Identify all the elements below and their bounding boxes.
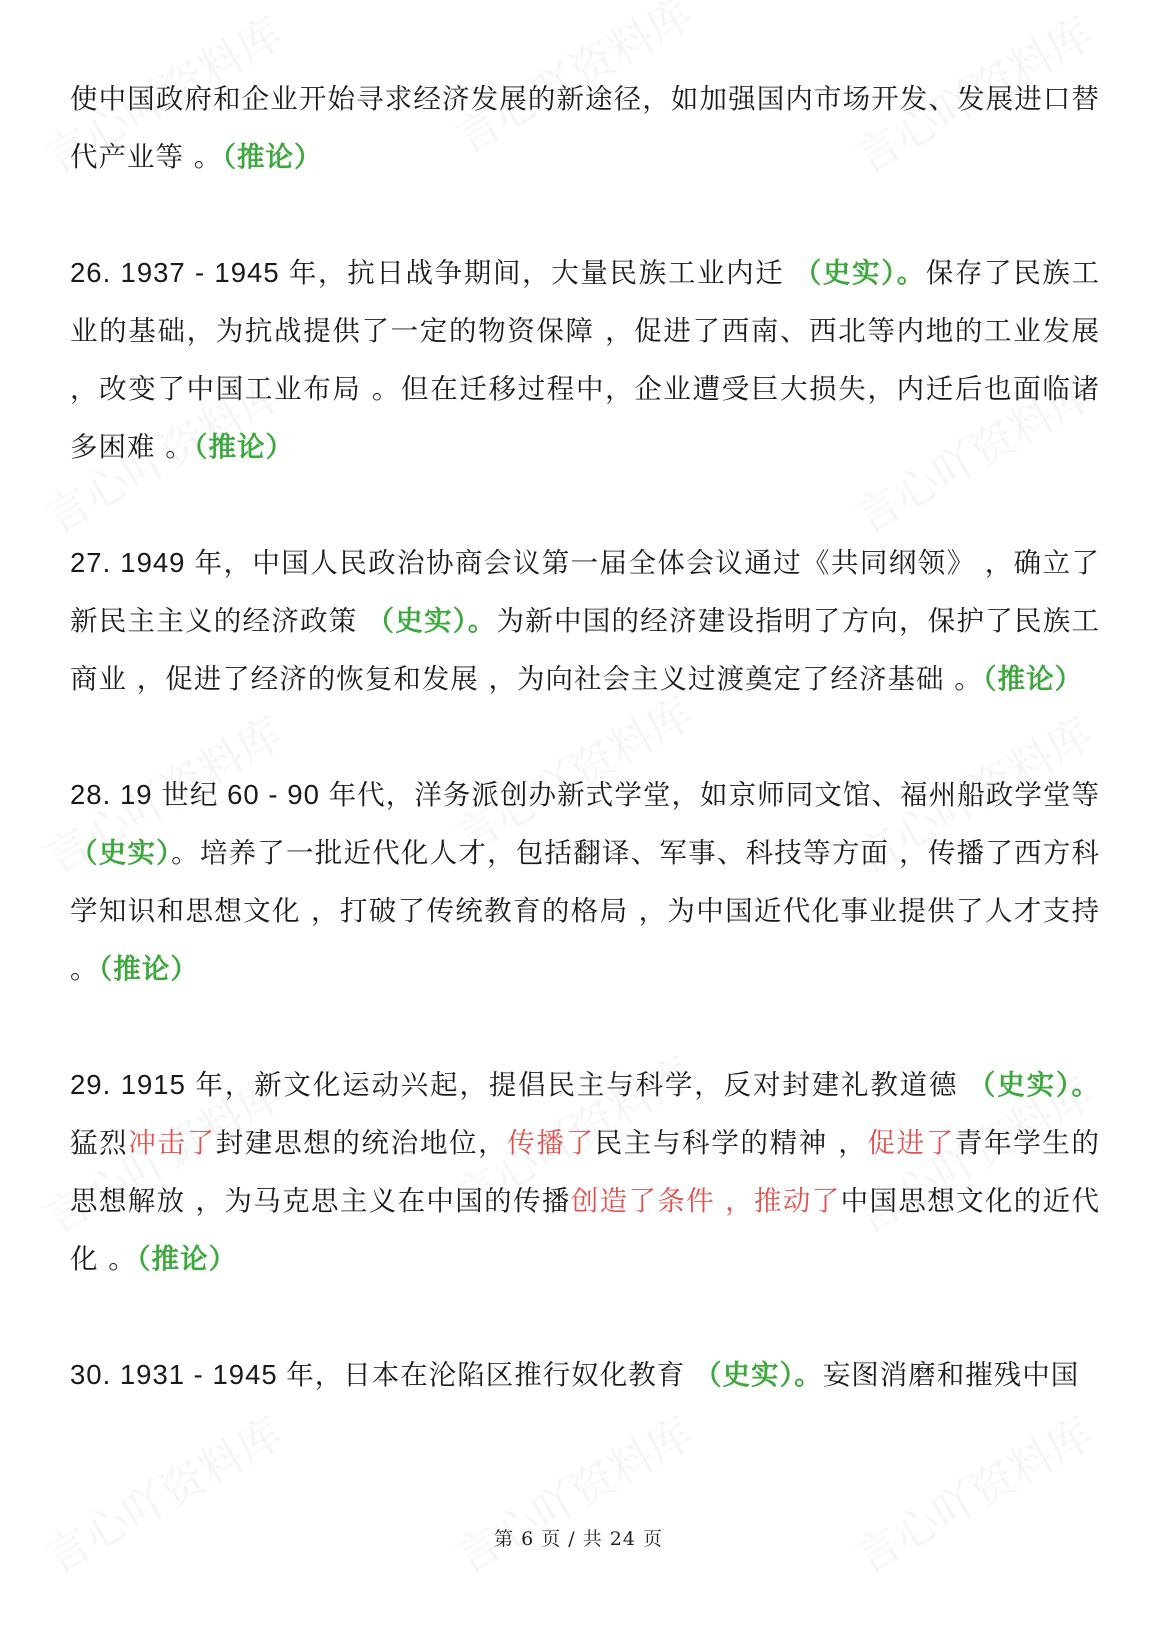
watermark — [32, 1398, 293, 1585]
item-28 — [70, 766, 1100, 998]
highlighted-phrase: 促进了 — [867, 1127, 955, 1159]
watermark — [842, 1398, 1103, 1585]
item-27 — [70, 534, 1100, 708]
fact-tag: （史实） — [70, 837, 172, 869]
highlighted-phrase: 冲击了 — [128, 1127, 216, 1159]
item-body: 。培养了一批近代化人才，包括翻译、军事、科技等方面 ，传播了西方科学知识和思想文化 ，打破了传统教育的格局 ，为中国近代化事业提供了人才支持 。 — [70, 837, 1100, 985]
highlighted-phrase: 传播了 — [507, 1127, 595, 1159]
item-lead: 26. 1937 - 1945 年，抗日战争期间，大量民族工业内迁 — [70, 257, 794, 288]
inference-tag: （推论） — [136, 1243, 237, 1275]
inference-tag: （推论） — [193, 431, 294, 463]
fact-tag: （史实）。 — [793, 257, 926, 289]
item-body: 保存了民族工业的基础，为抗战提供了一定的物资保障 ，促进了西南、西北等内地的工业发展 ，改变了中国工业布局 。但在迁移过程中，企业遭受巨大损失，内迁后也面临诸多困难 。 — [70, 257, 1100, 463]
inference-tag: （推论） — [982, 663, 1083, 695]
item-body-part: 猛烈 — [70, 1127, 129, 1159]
document-body — [70, 70, 1100, 1404]
inference-tag: （推论） — [98, 953, 199, 985]
item-body-part: 民主与科学的精神 ， — [594, 1127, 868, 1159]
item-lead: 27. 1949 年，中国人民政治协商会议第一届全体会议通过《共同纲领》 ，确立了新民主主义的经济政策 — [70, 547, 1100, 636]
watermark — [442, 1398, 703, 1585]
item-body: 妄图消磨和摧残中国 — [822, 1359, 1080, 1391]
item-body-part: 青年学生的思想解放 ，为马克思主义在中国的传播 — [70, 1127, 1101, 1217]
page-footer: 第 6 页 / 共 24 页 — [494, 1528, 663, 1550]
item-29 — [70, 1056, 1100, 1288]
highlighted-phrase: 推动了 — [754, 1185, 841, 1217]
item-body: 为新中国的经济建设指明了方向，保护了民族工商业 ，促进了经济的恢复和发展 ，为向社会主义过渡奠定了经济基础 。 — [70, 605, 1101, 695]
highlighted-phrase: 创造了条件 ， — [570, 1185, 755, 1217]
item-26 — [70, 244, 1100, 476]
fact-tag: （史实）。 — [967, 1069, 1101, 1101]
item-lead: 30. 1931 - 1945 年，日本在沦陷区推行奴化教育 — [70, 1359, 694, 1390]
item-lead: 28. 19 世纪 60 - 90 年代，洋务派创办新式学堂，如京师同文馆、福州船政学堂等 — [70, 779, 1100, 810]
item-30 — [70, 1346, 1100, 1404]
item-body-part: 封建思想的统治地位， — [215, 1127, 508, 1159]
fact-tag: （史实）。 — [366, 605, 497, 637]
paragraph-text: 使中国政府和企业开始寻求经济发展的新途径，如加强国内市场开发、发展进口替代产业等 。 — [70, 83, 1100, 173]
fact-tag: （史实）。 — [693, 1359, 823, 1391]
item-body-part: 中国思想文化的近代化 。 — [70, 1185, 1101, 1275]
item-lead: 29. 1915 年，新文化运动兴起，提倡民主与科学，反对封建礼教道德 — [70, 1069, 968, 1100]
paragraph-continued — [70, 70, 1100, 186]
inference-tag: （推论） — [222, 141, 323, 173]
